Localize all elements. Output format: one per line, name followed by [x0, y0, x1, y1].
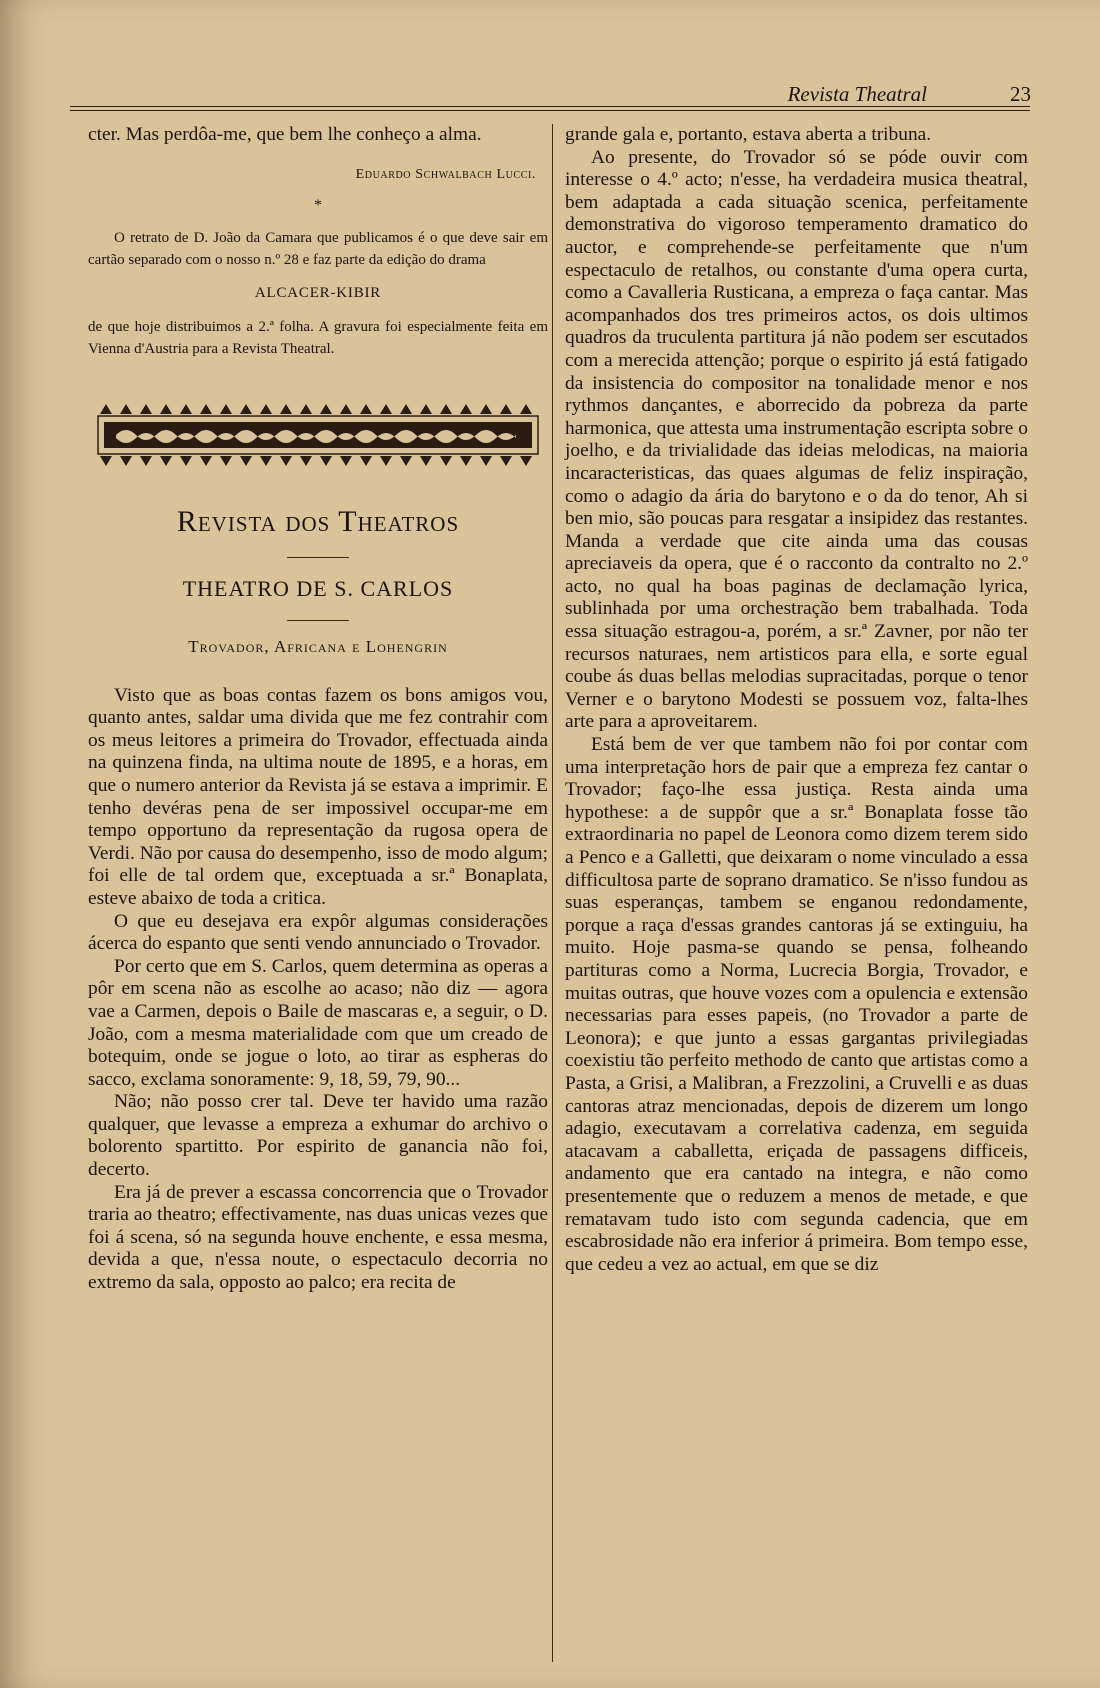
note-drama-title: ALCACER-KIBIR [254, 284, 382, 301]
note-paragraph-1: O retrato de D. João da Camara que publicamos é o que deve sair em cartão separado com o nosso n.º 28 e faz parte da edição do drama [88, 229, 548, 268]
intro-paragraph: cter. Mas perdôa-me, que bem lhe conheço a alma. [88, 124, 482, 145]
section-heading: Revista dos Theatros [176, 504, 460, 538]
editorial-note [88, 227, 548, 360]
note-paragraph-2: de que hoje distribuimos a 2.ª folha. A gravura foi especialmente feita em Vienna d'Austria para a Revista Theatral. [88, 318, 548, 357]
section-star: * [314, 196, 322, 214]
article-paragraph: grande gala e, portanto, estava aberta a tribuna. [565, 124, 932, 145]
left-article-body [88, 685, 548, 1295]
article-paragraph: Por certo que em S. Carlos, quem determina as operas a pôr em scena não as escolhe ao acaso; não diz — agora vae a Carmen, depois o Baile de mascaras e, a seguir, o D. João, com a mesma materialidade com que um creado de botequim, onde se jogue o loto, ao tirar as espheras do sacco, exclama sonoramente: 9, 18, 59, 79, 90... [88, 955, 548, 1090]
page-header [0, 74, 1040, 110]
decorative-ornament-band [96, 400, 540, 470]
article-paragraph: Não; não posso crer tal. Deve ter havido uma razão qualquer, que levasse a empreza a exhumar do archivo o bolorento spartitto. Por espirito de ganancia não foi, decerto. [88, 1091, 548, 1181]
column-divider [552, 124, 553, 1662]
header-rule [70, 106, 1030, 111]
article-paragraph: Está bem de ver que tambem não foi por contar com uma interpretação hors de pair que a empreza fez cantar o Trovador; faço-lhe essa justiça. Resta ainda uma hypothese: a de suppôr que a sr.ª Bonaplata fosse tão extraordinaria no papel de Leonora como dizem terem sido a Penco e a Galletti, que deixaram o nome vinculado a essa difficultosa parte de soprano dramatico. Se n'isso fundou as suas esperanças, tambem se enganou redondamente, porque a raça d'essas grandes cantoras já se extinguiu, ha muito. Hoje pasma-se quando se pensa, folheando partituras como a Norma, Lucrecia Borgia, Trovador, e muitas outras, que houve vozes com a opulencia e extensão necessarias para esses papeis, (no Trovador a parte de Leonora); e que junto a essas gargantas privilegiadas coexistiu tão perfeito methodo de canto que artistas como a Pasta, a Grisi, a Malibran, a Frezzolini, a Cruvelli e as duas cantoras atraz mencionadas, depois de dizerem um longo adagio, executavam a correlativa cadenza, em seguida atacavam a caballetta, eriçada de passagens difficeis, andamento que era cantado na integra, e não como presentemente que o reduzem a menos de metade, e que rematavam tudo isto com segunda cadencia, que em escabrosidade não era inferior á primeira. Bom tempo esse, que cedeu a vez ao actual, em que se diz [565, 734, 1028, 1275]
author-signature: Eduardo Schwalbach Lucci. [355, 166, 536, 182]
running-title: Revista Theatral [787, 82, 927, 106]
left-column [88, 124, 548, 1295]
heading-rule-2 [287, 620, 349, 621]
article-paragraph: O que eu desejava era expôr algumas considerações ácerca do espanto que senti vendo annunciado o Trovador. [88, 910, 548, 955]
page-number: 23 [1010, 82, 1031, 106]
theatre-heading: THEATRO DE S. CARLOS [182, 575, 454, 601]
right-column [565, 124, 1028, 1276]
article-paragraph: Ao presente, do Trovador só se póde ouvir com interesse o 4.º acto; n'esse, ha verdadeira musica theatral, bem adaptada a cada situação scenica, perfeitamente demonstrativa do vigoroso temperamento dramatico do auctor, e comprehende-se perfeitamente que n'um espectaculo de retalhos, ou constante d'uma opera curta, como a Cavalleria Rusticana, a empreza o faça cantar. Mas acompanhados dos tres primeiros actos, os dois ultimos quadros da truculenta partitura já não podem ser escutados com a merecida attenção; porque o espirito já está fatigado da insistencia do compositor na tonalidade menor e nos rythmos dançantes, e aborrecido da pobreza da parte harmonica, que attesta uma instrumentação escripta sobre o joelho, e da trivialidade das ideias melodicas, na maioria incaracteristicas, das quaes algumas de feliz inspiração, como o adagio da ária do barytono e o da do tenor, Ah si ben mio, são poucas para resgatar a insipidez das restantes. Manda a verdade que cite ainda uma das cousas apreciaveis da opera, que é o racconto da contralto no 2.º acto, no qual ha boas paginas de declamação lyrica, sublinhada por uma orchestração bem trabalhada. Toda essa situação estragou-a, porém, a sr.ª Zavner, por não ter recursos naturaes, nem artisticos para ella, e sorte egual coube ás duas bellas melodias supracitadas, porque o tenor Verner e o barytono Modesti se possuem voz, falta-lhes arte para a aproveitarem. [565, 146, 1028, 733]
operas-subheading: Trovador, Africana e Lohengrin [188, 636, 448, 656]
article-paragraph: Era já de prever a escassa concorrencia que o Trovador traria ao theatro; effectivamente, nas duas unicas vezes que foi á scena, só na segunda houve enchente, e essa mesma, devida a que, n'essa noute, o espectaculo decorria no extremo da sala, opposto ao palco; era recita de [88, 1181, 548, 1294]
heading-rule [287, 557, 349, 558]
article-paragraph: Visto que as boas contas fazem os bons amigos vou, quanto antes, saldar uma divida que me fez contrahir com os meus leitores a primeira do Trovador, effectuada ainda na quinzena finda, na ultima noute de 1895, e a horas, em que o numero anterior da Revista já se estava a imprimir. E tenho devéras pena de ser impossivel occupar-me em tempo opportuno da representação da rugosa opera de Verdi. Não por causa do desempenho, isso de modo algum; foi elle de tal ordem que, exceptuada a sr.ª Bonaplata, esteve abaixo de toda a critica. [88, 684, 548, 909]
